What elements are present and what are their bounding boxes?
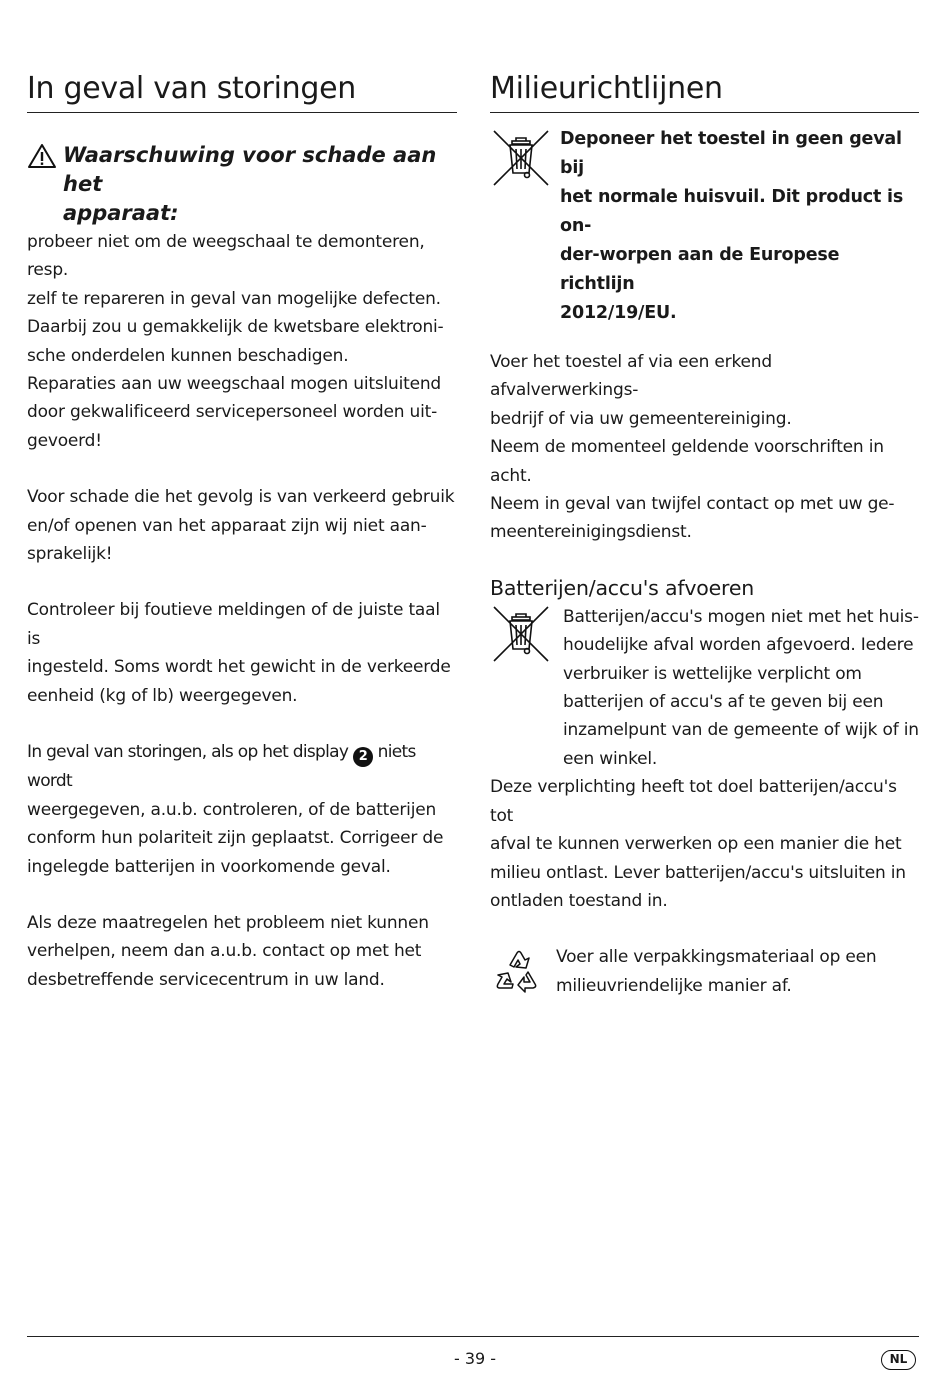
section-title-milieu: Milieurichtlijnen [490,66,919,113]
crossed-bin-icon [490,603,552,665]
text-line: gevoerd! [27,430,102,451]
text-line: houdelijke afval worden afgevoerd. Iedere [563,635,914,656]
text-line: het normale huisvuil. Dit product is on- [560,187,904,236]
text-line: Daarbij zou u gemakkelijk de kwetsbare elektroni- [27,317,444,338]
battery-notice [490,603,919,773]
language-badge: NL [881,1350,916,1370]
text-line: verbruiker is wettelijke verplicht om [563,663,862,684]
text-line: afval te kunnen verwerken op een manier die het [490,834,902,855]
text-line: ingelegde batterijen in voorkomende geval. [27,856,391,877]
text-line: conform hun polariteit zijn geplaatst. Corrigeer de [27,828,444,849]
text-line: batterijen of accu's af te geven bij een [563,692,884,713]
recycle-icon [490,943,548,1001]
text-line: Voer het toestel af via een erkend afvalverwerkings- [490,352,772,401]
text-line: sprakelijk! [27,544,113,565]
display-number-badge: 2 [353,747,373,767]
text-line: sche onderdelen kunnen beschadigen. [27,345,349,366]
footer-divider [27,1336,919,1337]
right-column [490,66,919,1001]
text-line: ingesteld. Soms wordt het gewicht in de verkeerde [27,657,451,678]
paragraph-liability [27,483,457,568]
text-line: der-worpen aan de Europese richtlijn [560,245,840,294]
text-line: Batterijen/accu's mogen niet met het huis- [563,606,919,627]
text-line: en/of openen van het apparaat zijn wij niet aan- [27,515,427,536]
text-line: 2012/19/EU. [560,303,677,323]
text-line: probeer niet om de weegschaal te demonteren, resp. [27,232,425,281]
section-title-storingen: In geval van storingen [27,66,457,113]
text-line [27,738,457,796]
battery-heading: Batterijen/accu's afvoeren [490,575,755,600]
text-line: Deze verplichting heeft tot doel batterijen/accu's tot [490,777,897,826]
text-line: milieu ontlast. Lever batterijen/accu's uitsluiten in [490,862,906,883]
paragraph-battery-purpose [490,773,919,915]
text-line: weergegeven, a.u.b. controleren, of de batterijen [27,799,437,820]
text-line: Deponeer het toestel in geen geval bij [560,129,902,178]
text-line: Voor schade die het gevolg is van verkeerd gebruik [27,487,455,508]
text-line: Als deze maatregelen het probleem niet kunnen [27,912,429,933]
text-line: milieuvriendelijke manier af. [556,975,792,996]
text-line: meentereinigingsdienst. [490,522,692,543]
paragraph-language [27,596,457,710]
text-line: verhelpen, neem dan a.u.b. contact op met het [27,941,422,962]
text-line: Voer alle verpakkingsmateriaal op een [556,947,877,968]
weee-notice [490,125,919,328]
text-line: Neem de momenteel geldende voorschriften in acht. [490,437,884,486]
text-fragment: In geval van storingen, als op het display [27,742,353,763]
text-line: eenheid (kg of lb) weergegeven. [27,685,298,706]
paragraph-service [27,909,457,994]
text-line: bedrijf of via uw gemeentereiniging. [490,408,792,429]
warning-heading [27,141,457,228]
packaging-notice [490,943,919,1001]
warning-text [27,228,457,455]
text-line: door gekwalificeerd servicepersoneel worden uit- [27,402,438,423]
text-line: een winkel. [563,748,658,769]
text-fragment: niets wordt [27,742,416,792]
page-number: - 39 - [453,1349,497,1368]
paragraph-display [27,738,457,881]
crossed-bin-icon [490,127,552,189]
text-line: Reparaties aan uw weegschaal mogen uitsluitend [27,374,441,395]
warning-triangle-icon [27,143,57,169]
text-line: ontladen toestand in. [490,890,668,911]
text-line: Controleer bij foutieve meldingen of de juiste taal is [27,600,440,649]
warning-heading-line: apparaat: [63,201,179,225]
text-line: Neem in geval van twijfel contact op met uw ge- [490,494,895,515]
text-line: desbetreffende servicecentrum in uw land. [27,969,385,990]
text-line: zelf te repareren in geval van mogelijke defecten. [27,288,441,309]
warning-heading-line: Waarschuwing voor schade aan het [63,143,437,196]
text-line: inzamelpunt van de gemeente of wijk of in [563,720,919,741]
paragraph-disposal [490,348,919,547]
left-column [27,66,457,994]
